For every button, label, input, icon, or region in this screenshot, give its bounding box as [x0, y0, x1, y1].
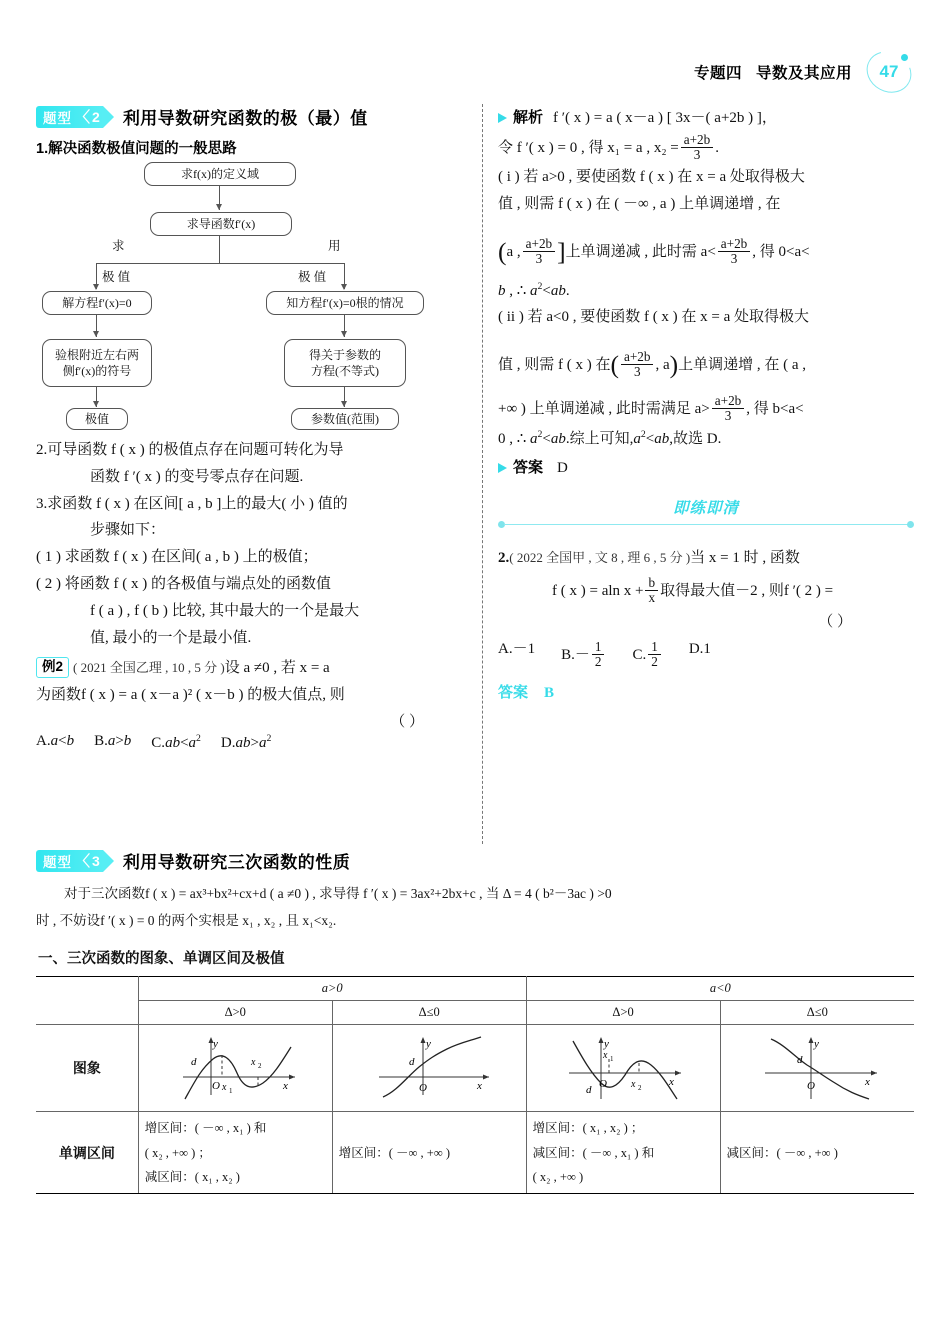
fraction-a-plus-2b-over-3 — [718, 237, 750, 266]
practice-2-number: 2. — [498, 549, 510, 566]
practice-2-line-1 — [498, 546, 914, 572]
flow-split-bar — [96, 263, 344, 264]
case-ii-line-2 — [498, 332, 914, 391]
example-2-source: ( 2021 全国乙理 , 10 , 5 分 ) — [73, 660, 225, 676]
case-ii-line-1: ( ii ) 若 a<0 , 要使函数 f ( x ) 在 x = a 处取得极大 — [498, 309, 810, 326]
flow-arrow — [341, 331, 347, 337]
extremum-flowchart — [36, 162, 468, 432]
interval-line: 减区间：( －∞ , x₁ ) 和 — [532, 1145, 655, 1160]
table-row-label-graphs: 图象 — [36, 1025, 138, 1112]
practice-2-option-c-pre: C. — [632, 646, 647, 663]
fraction-a-plus-2b-over-3 — [681, 133, 713, 162]
flow-box-solve-equation: 解方程f′(x)=0 — [42, 291, 152, 315]
topic-3-paragraph-text-1: 对于三次函数f ( x ) = ax³+bx²+cx+d ( a ≠0 ) , 求导得 f ′( x ) = 3ax²+2bx+c , 当 Δ = 4 ( b²－3ac ) >0 — [64, 886, 612, 901]
case-ii-line-2-pre: 值 , 则需 f ( x ) 在 — [498, 357, 611, 374]
interval-line: 减区间：( －∞ , +∞ ) — [726, 1145, 838, 1160]
practice-2-stem-post: 取得最大值－2 , 则f ′( 2 ) = — [660, 582, 834, 599]
fraction-a-plus-2b-over-3 — [621, 350, 653, 379]
fraction-denominator: 2 — [651, 653, 658, 669]
graph-label-y-axis: y — [213, 1038, 219, 1051]
chevron-right-icon: 〈 — [75, 853, 92, 870]
example-2-option-d[interactable]: $D.ab>a^2$ — [220, 732, 272, 751]
practice-2-option-a[interactable]: A.－1 — [498, 640, 536, 657]
right-paren-big: ) — [669, 350, 679, 380]
intervals-cell-3 — [526, 1112, 720, 1194]
right-bracket-big: ] — [557, 236, 566, 266]
graph-a-neg-delta-nonpos — [737, 1029, 897, 1103]
analysis-line-1 — [498, 105, 914, 132]
topic-3-badge — [36, 850, 103, 872]
table-row-label-intervals: 单调区间 — [36, 1112, 138, 1194]
fraction-denominator: 3 — [724, 407, 732, 423]
fraction-a-plus-2b-over-3 — [712, 394, 744, 423]
practice-2-stem-pre: f ( x ) = aln x + — [552, 582, 644, 599]
flow-label-right-bottom: 极 值 — [298, 270, 327, 284]
flow-box-param-equation-line1: 得关于参数的 — [308, 347, 381, 362]
practice-2-answer-value: B — [544, 685, 555, 702]
group-header-text: a<0 — [709, 981, 731, 996]
fraction-numerator: 1 — [592, 640, 605, 655]
svg-text:2: 2 — [258, 1062, 262, 1071]
right-column — [498, 104, 914, 702]
graph-cell-a-pos-delta-pos — [138, 1025, 332, 1112]
flow-box-check-sign-line2: 侧f′(x)的符号 — [62, 364, 132, 378]
flow-box-derivative: 求导函数f′(x) — [150, 212, 292, 236]
fraction-numerator: b — [645, 576, 658, 591]
practice-2-answer — [498, 681, 914, 702]
graph-label-y-axis: y — [426, 1038, 432, 1051]
topic-3-badge-label: 题型 — [43, 854, 72, 870]
left-column — [36, 104, 468, 752]
interval-line: ( x₂ , +∞ ) — [532, 1170, 584, 1185]
topic-3-badge-number: 3 — [92, 852, 101, 869]
graph-label-x1: x — [603, 1050, 608, 1062]
table-delta-header-3: Δ>0 — [526, 1001, 720, 1025]
point-3-sub-1: ( 1 ) 求函数 f ( x ) 在区间( a , b ) 上的极值； — [36, 549, 318, 566]
case-ii-line-2-post: 上单调递增 , 在 ( a , — [678, 357, 807, 374]
flow-label-left-bottom: 极 值 — [102, 270, 131, 284]
cubic-function-table — [36, 976, 914, 1194]
svg-text:2: 2 — [638, 1084, 642, 1093]
fraction-denominator: 3 — [633, 364, 641, 380]
graph-cell-a-pos-delta-nonpos — [332, 1025, 526, 1112]
flow-label-left-top: 求 — [112, 239, 125, 253]
table-row — [36, 1025, 914, 1112]
table-corner-cell — [36, 977, 138, 1025]
case-i-line-1: ( i ) 若 a>0 , 要使函数 f ( x ) 在 x = a 处取得极大 — [498, 169, 805, 186]
graph-label-origin: O — [807, 1080, 816, 1093]
case-i-line-2: 值 , 则需 f ( x ) 在 ( －∞ , a ) 上单调递增 , 在 — [498, 196, 781, 213]
point-2-line-1: 2.可导函数 f ( x ) 的极值点存在问题可转化为导 — [36, 442, 344, 458]
practice-banner — [498, 496, 914, 538]
triangle-right-icon — [498, 463, 507, 473]
flow-arrow — [93, 401, 99, 407]
point-3-sub-2-line-3: 值, 最小的一个是最小值. — [90, 629, 252, 646]
case-ii-line-3-post: , 得 b<a< — [746, 400, 804, 417]
table-delta-header-row — [36, 1001, 914, 1025]
graph-label-x1: x — [222, 1082, 227, 1094]
interval-line: 增区间：( －∞ , +∞ ) — [338, 1145, 451, 1160]
case-i-line-3-mid: 上单调递减 , 此时需 a< — [565, 243, 716, 260]
point-3-sub-2-line-2: f ( a ) , f ( b ) 比较, 其中最大的一个是最大 — [90, 602, 360, 619]
practice-2-options — [498, 638, 914, 670]
practice-2-stem-line-1: 当 x = 1 时 , 函数 — [690, 549, 800, 566]
case-i-line-3-post: , 得 0<a< — [752, 243, 810, 260]
table-delta-header-2: Δ≤0 — [332, 1001, 526, 1025]
flow-box-know-roots: 知方程f′(x)=0根的情况 — [266, 291, 424, 315]
graph-label-x-axis: x — [283, 1080, 289, 1093]
table-row — [36, 1112, 914, 1194]
group-header-text: a>0 — [321, 981, 343, 996]
case-ii-line-3 — [498, 392, 914, 427]
fraction-b-over-x — [645, 576, 658, 605]
case-ii-line-2-mid: , a — [655, 357, 670, 374]
practice-2-line-2 — [498, 573, 914, 609]
table-delta-header-1: Δ>0 — [138, 1001, 332, 1025]
flow-arrow — [93, 331, 99, 337]
table-title: 一、三次函数的图象、单调区间及极值 — [38, 951, 285, 968]
topic-2-badge — [36, 106, 103, 128]
practice-banner-text: 即练即清 — [672, 499, 739, 517]
graph-label-origin: O — [419, 1082, 428, 1095]
topic-3-heading — [36, 848, 914, 873]
flow-box-param-value: 参数值(范围) — [291, 408, 399, 430]
fraction-denominator: 3 — [730, 250, 738, 266]
table-group-header-a-pos — [138, 977, 526, 1001]
interval-line: 增区间：( －∞ , x₁ ) 和 — [144, 1121, 267, 1136]
page-number: 47 — [879, 62, 899, 81]
fraction-numerator: a+2b — [712, 394, 744, 409]
interval-line: 减区间：( x₁ , x₂ ) — [144, 1170, 240, 1185]
fraction-numerator: a+2b — [523, 237, 555, 252]
flow-arrow — [93, 284, 99, 290]
header-title: 导数及其应用 — [755, 65, 852, 82]
svg-text:1: 1 — [229, 1087, 233, 1096]
example-2-option-c[interactable]: $C.ab<a^2$ — [151, 732, 201, 751]
intervals-cell-2 — [332, 1112, 526, 1194]
graph-label-x-axis: x — [865, 1076, 871, 1089]
topic-3-title: 利用导数研究三次函数的性质 — [122, 853, 351, 872]
graph-cell-a-neg-delta-nonpos — [720, 1025, 914, 1112]
fraction-numerator: a+2b — [621, 350, 653, 365]
fraction-a-plus-2b-over-3 — [523, 237, 555, 266]
flow-label-right-top: 用 — [328, 239, 341, 253]
flow-box-domain: 求f(x)的定义域 — [144, 162, 296, 186]
fraction-numerator: a+2b — [681, 133, 713, 148]
left-paren-big: ( — [610, 350, 619, 380]
practice-2-option-c[interactable] — [632, 638, 662, 670]
graph-label-x2: x — [631, 1079, 636, 1091]
analysis-line-2 — [498, 133, 914, 165]
practice-banner-rule — [498, 521, 914, 529]
answer-label: 答案 — [513, 459, 544, 477]
analysis-formula-1: f ′( x ) = a ( x－a ) [ 3x－( a+2b ) ]， — [553, 110, 777, 126]
fraction-one-half — [648, 640, 661, 669]
graph-a-neg-delta-pos — [543, 1029, 703, 1103]
case-ii-line-4: 0 , ∴ $a^2<ab$.综上可知$,a^2<ab$,故选 D. — [498, 429, 722, 448]
flow-box-extremum: 极值 — [66, 408, 128, 430]
graph-label-x2: x — [251, 1057, 256, 1069]
flow-box-param-equation-line2: 方程(不等式) — [311, 364, 379, 378]
graph-label-y-axis: y — [814, 1038, 820, 1051]
table-delta-header-4: Δ≤0 — [720, 1001, 914, 1025]
header-chapter: 专题四 — [693, 65, 742, 82]
analysis-line-2-pre: 令 f ′( x ) = 0 , 得 x₁ = a , x₂ = — [498, 139, 679, 156]
point-3-line-2: 步骤如下： — [90, 522, 166, 539]
graph-label-x-axis: x — [477, 1080, 483, 1093]
flow-box-check-sign — [42, 339, 152, 387]
fraction-denominator: 3 — [535, 250, 543, 266]
example-2-options — [36, 733, 468, 752]
example-2-option-a[interactable]: A.a<b — [36, 732, 75, 749]
fraction-denominator: x — [648, 589, 656, 605]
analysis-label: 解析 — [513, 109, 544, 126]
topic-3-paragraph-line-2: 时 , 不妨设f ′( x ) = 0 的两个实根是 x₁ , x₂ , 且 x₁<x₂. — [36, 912, 337, 928]
flow-box-check-sign-line1: 验根附近左右两 — [54, 347, 139, 362]
case-i-line-3-pre: a , — [506, 243, 521, 260]
triangle-right-icon — [498, 113, 507, 123]
chevron-right-icon: 〈 — [75, 109, 92, 126]
graph-label-d: d — [191, 1056, 197, 1069]
banner-line — [504, 524, 908, 525]
answer-line — [498, 455, 914, 482]
graph-label-d: d — [586, 1084, 592, 1097]
answer-value: D — [557, 460, 568, 477]
left-paren-big: ( — [498, 236, 507, 266]
page-number-badge — [866, 52, 912, 92]
example-2-line-1 — [36, 656, 468, 682]
example-2-option-b[interactable]: B.a>b — [94, 732, 132, 749]
graph-label-y-axis: y — [604, 1038, 609, 1051]
topic-2-title: 利用导数研究函数的极（最）值 — [122, 109, 368, 128]
graph-label-origin: O — [212, 1080, 221, 1093]
two-column-body — [36, 104, 914, 844]
practice-2-answer-blank: （ ） — [818, 613, 852, 630]
graph-a-pos-delta-pos — [155, 1029, 315, 1103]
graph-label-d: d — [797, 1054, 803, 1067]
flow-arrow — [341, 284, 347, 290]
example-2-answer-blank: （ ） — [390, 713, 424, 730]
example-2-stem-line-1: 设 a ≠0 , 若 x = a — [224, 660, 330, 677]
practice-2-option-d[interactable]: D.1 — [688, 640, 711, 657]
analysis-line-2-post: . — [715, 139, 719, 156]
practice-2-answer-label: 答案 — [498, 684, 529, 702]
fraction-one-half — [592, 640, 605, 669]
topic-2-badge-number: 2 — [92, 108, 101, 125]
flow-arrow — [341, 401, 347, 407]
interval-line: ( x₂ , +∞ ) ； — [144, 1145, 211, 1160]
practice-2-source: ( 2022 全国甲 , 文 8 , 理 6 , 5 分 ) — [509, 549, 691, 565]
example-2-stem-line-2: 为函数f ( x ) = a ( x－a )² ( x－b ) 的极大值点, 则 — [36, 687, 345, 704]
svg-text:1: 1 — [610, 1055, 614, 1064]
intervals-cell-4 — [720, 1112, 914, 1194]
table-group-header-a-neg — [526, 977, 914, 1001]
point-3-sub-2-line-1: ( 2 ) 将函数 f ( x ) 的各极值与端点处的函数值 — [36, 575, 331, 592]
banner-dot-right — [907, 521, 914, 528]
topic-3-section — [36, 848, 914, 1194]
interval-line: 增区间：( x₁ , x₂ ) ； — [532, 1121, 644, 1136]
practice-2-option-b-pre: B.－ — [561, 646, 590, 663]
fraction-numerator: a+2b — [718, 237, 750, 252]
graph-label-d: d — [409, 1056, 415, 1069]
example-2-marker: 例2 — [36, 657, 69, 677]
flow-arrow — [216, 204, 222, 210]
topic-2-badge-label: 题型 — [43, 110, 72, 126]
flow-box-param-equation — [284, 339, 406, 387]
graph-a-pos-delta-nonpos — [349, 1029, 509, 1103]
case-i-line-4: b , ∴ $a^2<ab$. — [498, 280, 570, 299]
fraction-denominator: 2 — [594, 653, 602, 669]
topic-2-heading — [36, 104, 468, 129]
point-3-line-1: 3.求函数 f ( x ) 在区间[ a , b ]上的最大( 小 ) 值的 — [36, 495, 348, 512]
point-1-heading: 1.解决函数极值问题的一般思路 — [36, 141, 237, 157]
table-group-header-row — [36, 977, 914, 1001]
practice-2-option-b[interactable] — [561, 638, 606, 670]
column-divider — [482, 104, 483, 844]
graph-label-origin: O — [599, 1078, 608, 1091]
graph-label-x-axis: x — [669, 1076, 674, 1089]
case-ii-line-3-pre: +∞ ) 上单调递减 , 此时需满足 a> — [498, 400, 710, 417]
graph-cell-a-neg-delta-pos — [526, 1025, 720, 1112]
fraction-numerator: 1 — [648, 640, 661, 655]
point-2-line-2: 函数 f ′( x ) 的变号零点存在问题. — [90, 468, 304, 485]
intervals-cell-1 — [138, 1112, 332, 1194]
fraction-denominator: 3 — [693, 146, 701, 162]
topic-3-paragraph-line-1 — [36, 881, 914, 907]
flow-connector — [219, 236, 220, 264]
page-header — [694, 52, 912, 92]
case-i-line-3 — [498, 219, 914, 278]
